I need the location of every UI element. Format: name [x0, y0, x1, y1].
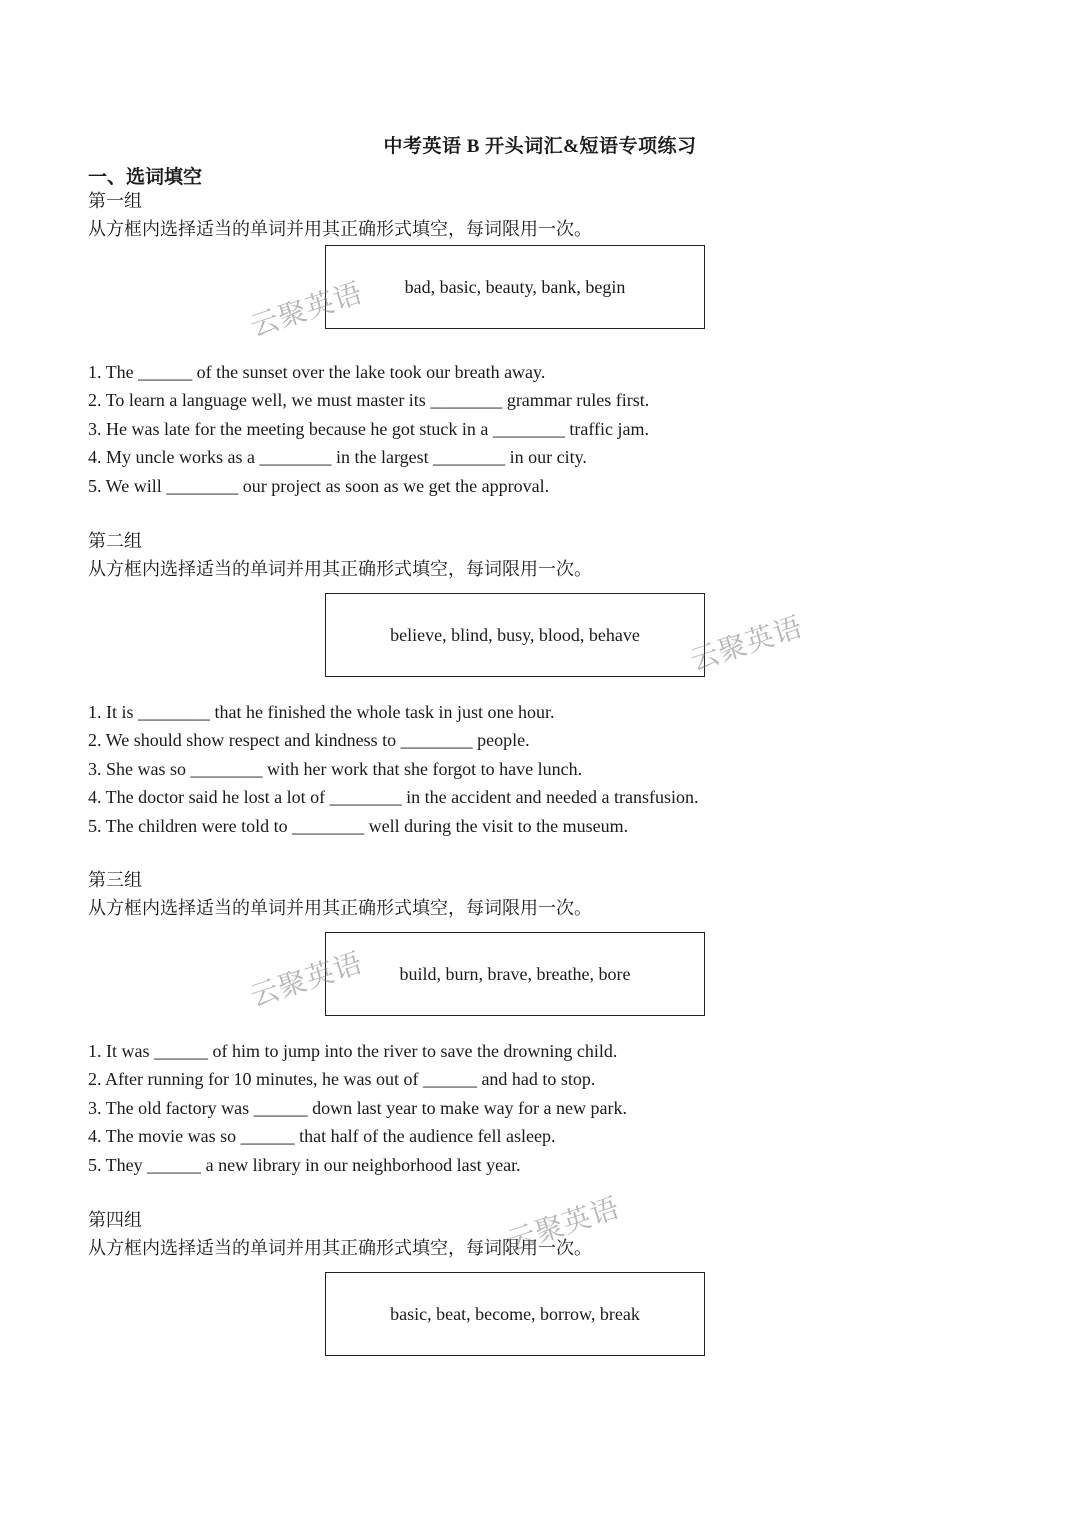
- question-item: 5. The children were told to ________ well during the visit to the museum.: [88, 815, 629, 836]
- question-item: 1. The ______ of the sunset over the lake took our breath away.: [88, 362, 546, 382]
- question-list: [88, 358, 649, 500]
- watermark-text: 云聚英语: [686, 609, 807, 678]
- group-label: 第一组: [88, 191, 142, 211]
- group-instruction: 从方框内选择适当的单词并用其正确形式填空，每词限用一次。: [88, 898, 592, 918]
- word-bank-box: [325, 1272, 705, 1356]
- question-item: 3. She was so ________ with her work that she forgot to have lunch.: [88, 758, 583, 779]
- word-bank-text: basic, beat, become, borrow, break: [390, 1303, 640, 1324]
- question-item: 5. They ______ a new library in our neighborhood last year.: [88, 1154, 521, 1175]
- group-instruction: 从方框内选择适当的单词并用其正确形式填空，每词限用一次。: [88, 559, 592, 579]
- group-label: 第二组: [88, 531, 142, 551]
- question-item: 5. We will ________ our project as soon as we get the approval.: [88, 475, 550, 496]
- question-item: 1. It was ______ of him to jump into the river to save the drowning child.: [88, 1041, 618, 1061]
- word-bank-box: [325, 932, 705, 1016]
- question-item: 3. The old factory was ______ down last year to make way for a new park.: [88, 1097, 628, 1118]
- question-item: 4. My uncle works as a ________ in the largest ________ in our city.: [88, 447, 587, 468]
- page-title: 中考英语 B 开头词汇&短语专项练习: [383, 136, 697, 157]
- question-list: [88, 698, 699, 840]
- group-instruction: 从方框内选择适当的单词并用其正确形式填空，每词限用一次。: [88, 219, 592, 239]
- watermark-text: 云聚英语: [246, 275, 367, 344]
- question-item: 2. We should show respect and kindness to ________ people.: [88, 730, 530, 751]
- watermark-text: 云聚英语: [246, 945, 367, 1014]
- question-item: 4. The movie was so ______ that half of the audience fell asleep.: [88, 1126, 556, 1147]
- question-list: [88, 1037, 627, 1179]
- word-bank-text: believe, blind, busy, blood, behave: [390, 624, 640, 645]
- section-heading: 一、选词填空: [88, 167, 203, 188]
- question-item: 3. He was late for the meeting because he got stuck in a ________ traffic jam.: [88, 418, 649, 439]
- word-bank-box: [325, 593, 705, 677]
- question-item: 1. It is ________ that he finished the whole task in just one hour.: [88, 702, 555, 722]
- question-item: 2. To learn a language well, we must master its ________ grammar rules first.: [88, 390, 650, 411]
- word-bank-text: bad, basic, beauty, bank, begin: [404, 276, 626, 297]
- group-label: 第四组: [88, 1210, 142, 1230]
- question-item: 4. The doctor said he lost a lot of ________ in the accident and needed a transfusion.: [88, 787, 699, 808]
- question-item: 2. After running for 10 minutes, he was out of ______ and had to stop.: [88, 1069, 596, 1090]
- watermark-text: 云聚英语: [503, 1190, 624, 1259]
- group-label: 第三组: [88, 870, 142, 890]
- word-bank-box: [325, 245, 705, 329]
- group-instruction: 从方框内选择适当的单词并用其正确形式填空，每词限用一次。: [88, 1238, 592, 1258]
- word-bank-text: build, burn, brave, breathe, bore: [399, 963, 631, 984]
